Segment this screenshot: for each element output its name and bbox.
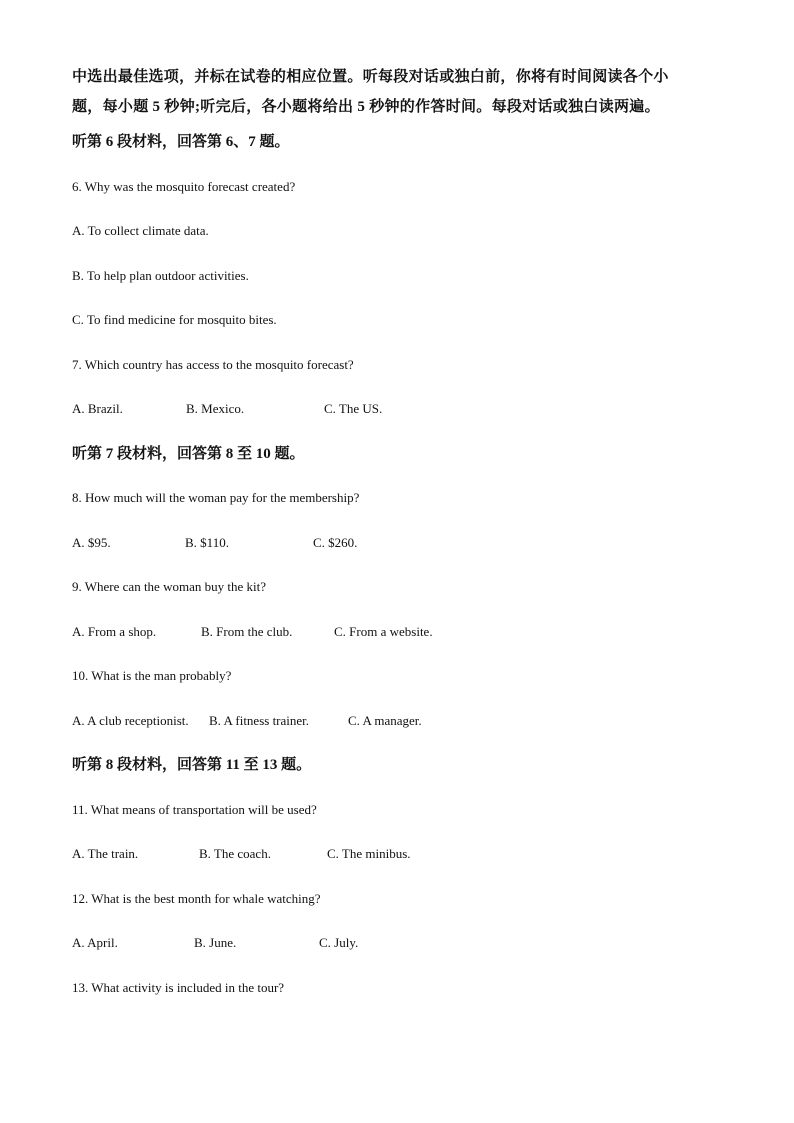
question-11-option-b: B. The coach. (199, 846, 271, 861)
question-11-option-a: A. The train. (72, 846, 139, 861)
question-8-option-a: A. $95. (72, 534, 111, 550)
question-10-option-a: A. A club receptionist. (72, 712, 189, 728)
section-heading-8: 听第 8 段材料，回答第 11 至 13 题。 (72, 757, 312, 773)
question-6-option-b: B. To help plan outdoor activities. (72, 267, 249, 283)
question-9-options (72, 622, 732, 642)
question-10-option-c: C. A manager. (348, 712, 422, 728)
section-heading-7: 听第 7 段材料，回答第 8 至 10 题。 (72, 445, 305, 462)
question-8-options (72, 533, 732, 553)
question-8-stem: 8. How much will the woman pay for the membership? (72, 490, 360, 505)
question-7-option-b: B. Mexico. (186, 401, 245, 416)
question-6-stem: 6. Why was the mosquito forecast created? (72, 178, 296, 194)
question-9-stem: 9. Where can the woman buy the kit? (72, 579, 266, 594)
question-11-stem: 11. What means of transportation will be used? (72, 801, 317, 817)
question-11-options (72, 844, 732, 864)
instructions-line-2: 题，每小题 5 秒钟;听完后，各小题将给出 5 秒钟的作答时间。每段对话或独白读两遍。 (72, 99, 660, 115)
question-6-option-c: C. To find medicine for mosquito bites. (72, 312, 277, 327)
question-12-option-a: A. April. (72, 935, 118, 950)
question-10-stem: 10. What is the man probably? (72, 668, 232, 683)
section-heading-6: 听第 6 段材料，回答第 6、7 题。 (72, 134, 290, 150)
question-8-option-c: C. $260. (313, 534, 358, 550)
instructions-line-1: 中选出最佳选项，并标在试卷的相应位置。听每段对话或独白前，你将有时间阅读各个小 (72, 69, 669, 85)
question-10-options (72, 711, 732, 731)
question-7-options (72, 399, 732, 419)
question-9-option-c: C. From a website. (334, 623, 433, 639)
question-7-option-a: A. Brazil. (72, 401, 123, 416)
question-9-option-a: A. From a shop. (72, 623, 157, 639)
question-7-stem: 7. Which country has access to the mosquito forecast? (72, 356, 354, 372)
question-13-stem: 13. What activity is included in the tour? (72, 979, 285, 995)
question-12-option-c: C. July. (319, 935, 359, 950)
exam-page (72, 62, 732, 1022)
question-10-option-b: B. A fitness trainer. (209, 712, 310, 728)
question-11-option-c: C. The minibus. (327, 846, 411, 861)
question-6-option-a: A. To collect climate data. (72, 223, 209, 238)
question-12-option-b: B. June. (194, 935, 237, 950)
question-9-option-b: B. From the club. (201, 623, 293, 639)
question-7-option-c: C. The US. (324, 401, 383, 416)
question-12-options (72, 933, 732, 953)
question-12-stem: 12. What is the best month for whale watching? (72, 890, 321, 906)
instructions (72, 62, 732, 122)
question-8-option-b: B. $110. (185, 534, 229, 550)
